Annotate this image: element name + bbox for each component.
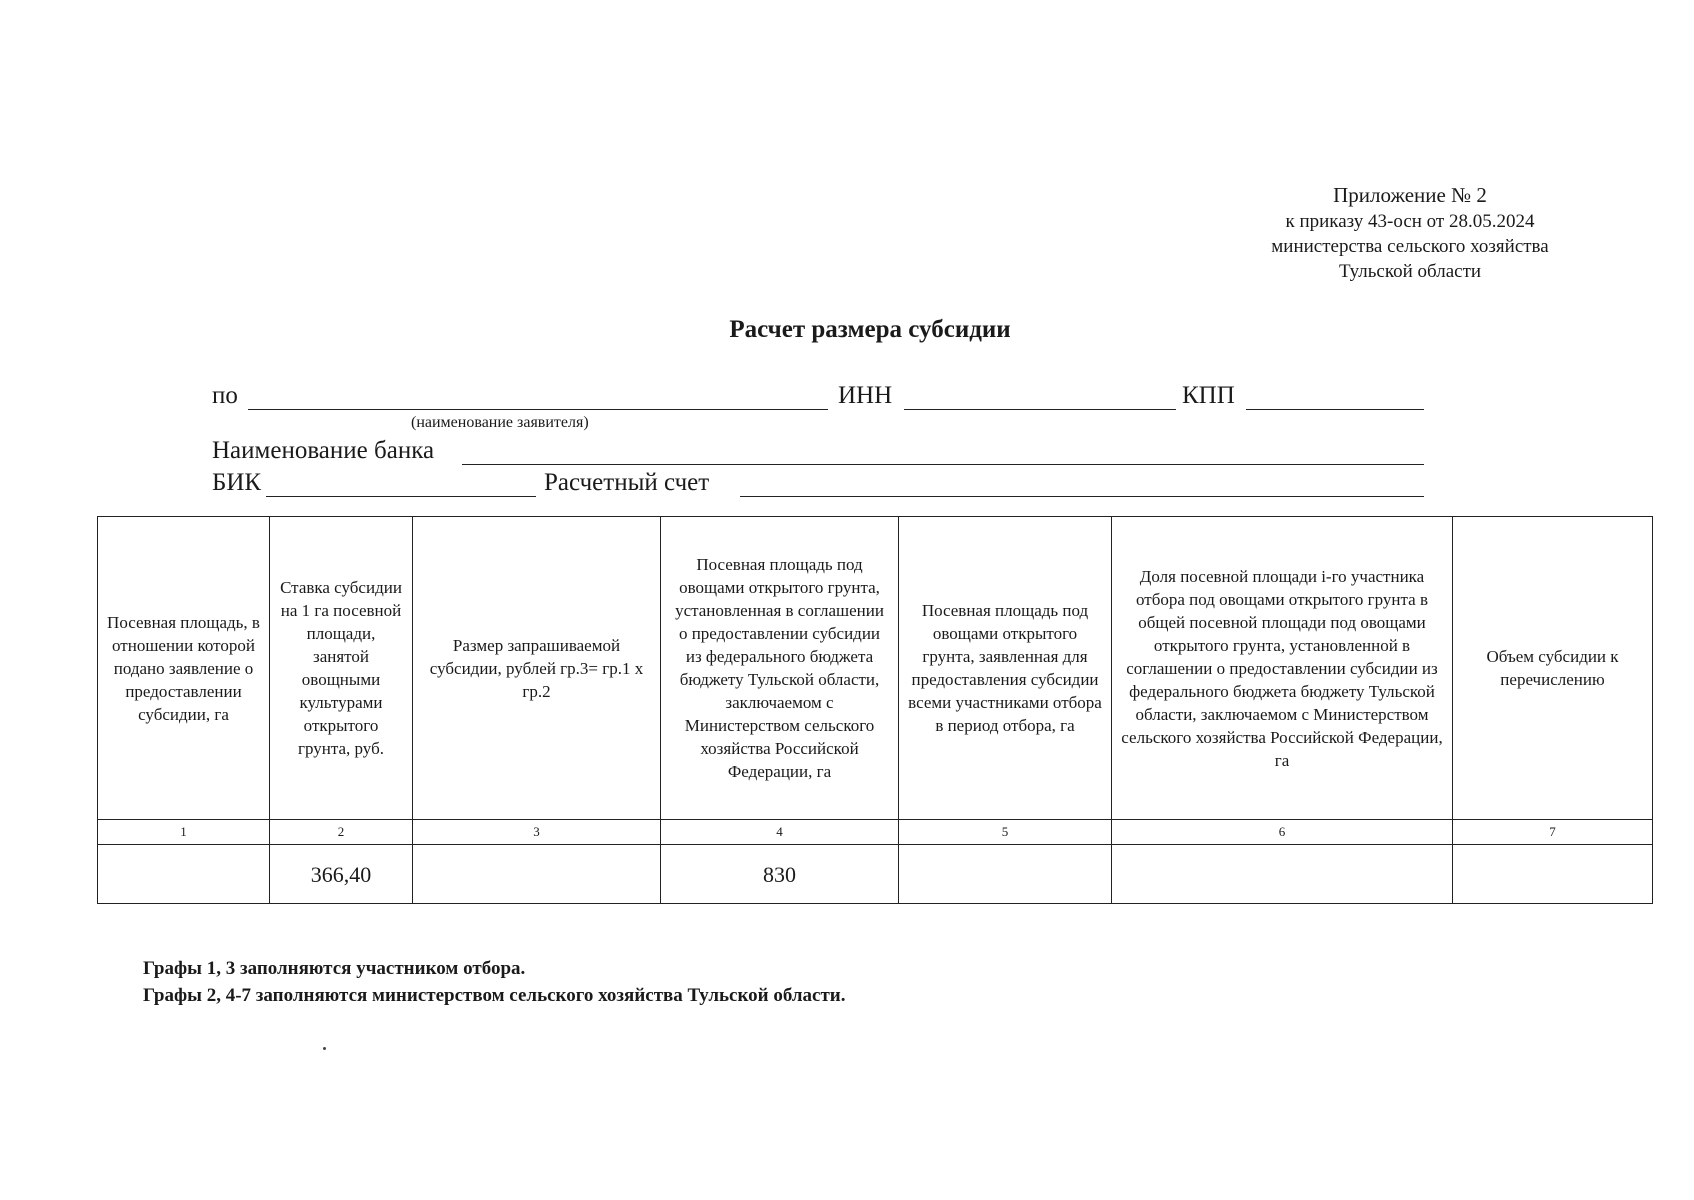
- column-header: Доля посевной площади i-го участника отбора под овощами открытого грунта в общей посевной площади под овощами открытого грунта, установленной в соглашении о предоставлении субсидии из федерального бюджета бюджету Тульской области, заключаемом с Министерством сельского хозяйства Российской Федерации, га: [1112, 517, 1453, 820]
- footnotes: [143, 955, 846, 1009]
- column-number: 6: [1112, 820, 1453, 845]
- column-number: 1: [98, 820, 270, 845]
- value-cell-requested-amount[interactable]: [413, 845, 661, 904]
- subsidy-table: [97, 516, 1653, 904]
- column-header: Ставка субсидии на 1 га посевной площади, занятой овощными культурами открытого грунта, руб.: [270, 517, 413, 820]
- footnote-ministry: Графы 2, 4-7 заполняются министерством сельского хозяйства Тульской области.: [143, 985, 846, 1006]
- bank-row: [0, 437, 1694, 469]
- value-cell-share: [1112, 845, 1453, 904]
- column-number: 5: [899, 820, 1112, 845]
- kpp-label: КПП: [1182, 382, 1235, 409]
- footnote-participant: Графы 1, 3 заполняются участником отбора.: [143, 958, 526, 979]
- document-title: Расчет размера субсидии: [729, 316, 1011, 343]
- column-number: 7: [1453, 820, 1653, 845]
- column-header: Размер запрашиваемой субсидии, рублей гр.3= гр.1 х гр.2: [413, 517, 661, 820]
- bik-account-row: [0, 469, 1694, 501]
- appendix-block: [1190, 182, 1630, 284]
- inn-field[interactable]: [904, 409, 1176, 410]
- column-number: 2: [270, 820, 413, 845]
- value-cell-declared-area: [899, 845, 1112, 904]
- account-label: Расчетный счет: [544, 469, 710, 496]
- appendix-number: Приложение № 2: [1333, 183, 1487, 207]
- scan-speck: [323, 1047, 326, 1050]
- column-header: Объем субсидии к перечислению: [1453, 517, 1653, 820]
- appendix-order: к приказу 43-осн от 28.05.2024: [1285, 211, 1535, 232]
- applicant-hint: (наименование заявителя): [411, 414, 589, 431]
- value-cell-area[interactable]: [98, 845, 270, 904]
- bik-field[interactable]: [266, 496, 536, 497]
- appendix-region: Тульской области: [1338, 261, 1482, 282]
- table-row: [98, 845, 1653, 904]
- column-number: 3: [413, 820, 661, 845]
- bank-name-field[interactable]: [462, 464, 1424, 465]
- value-cell-rate: 366,40: [270, 845, 413, 904]
- kpp-field[interactable]: [1246, 409, 1424, 410]
- table-header-row: [98, 517, 1653, 820]
- applicant-name-field[interactable]: [248, 409, 828, 410]
- bik-label: БИК: [212, 469, 262, 496]
- appendix-ministry: министерства сельского хозяйства: [1271, 236, 1549, 257]
- bank-label: Наименование банка: [212, 437, 435, 464]
- account-field[interactable]: [740, 496, 1424, 497]
- applicant-row: [0, 382, 1694, 414]
- column-header: Посевная площадь под овощами открытого грунта, установленная в соглашении о предоставлении субсидии из федерального бюджета бюджету Тульской области, заключаемом с Министерством сельского хозяйства Российской Федерации, га: [661, 517, 899, 820]
- column-number: 4: [661, 820, 899, 845]
- column-header: Посевная площадь, в отношении которой подано заявление о предоставлении субсидии, га: [98, 517, 270, 820]
- po-label: по: [212, 382, 238, 409]
- column-header: Посевная площадь под овощами открытого грунта, заявленная для предоставления субсидии всеми участниками отбора в период отбора, га: [899, 517, 1112, 820]
- column-number-row: [98, 820, 1653, 845]
- inn-label: ИНН: [838, 382, 893, 409]
- value-cell-agreement-area: 830: [661, 845, 899, 904]
- value-cell-transfer-volume: [1453, 845, 1653, 904]
